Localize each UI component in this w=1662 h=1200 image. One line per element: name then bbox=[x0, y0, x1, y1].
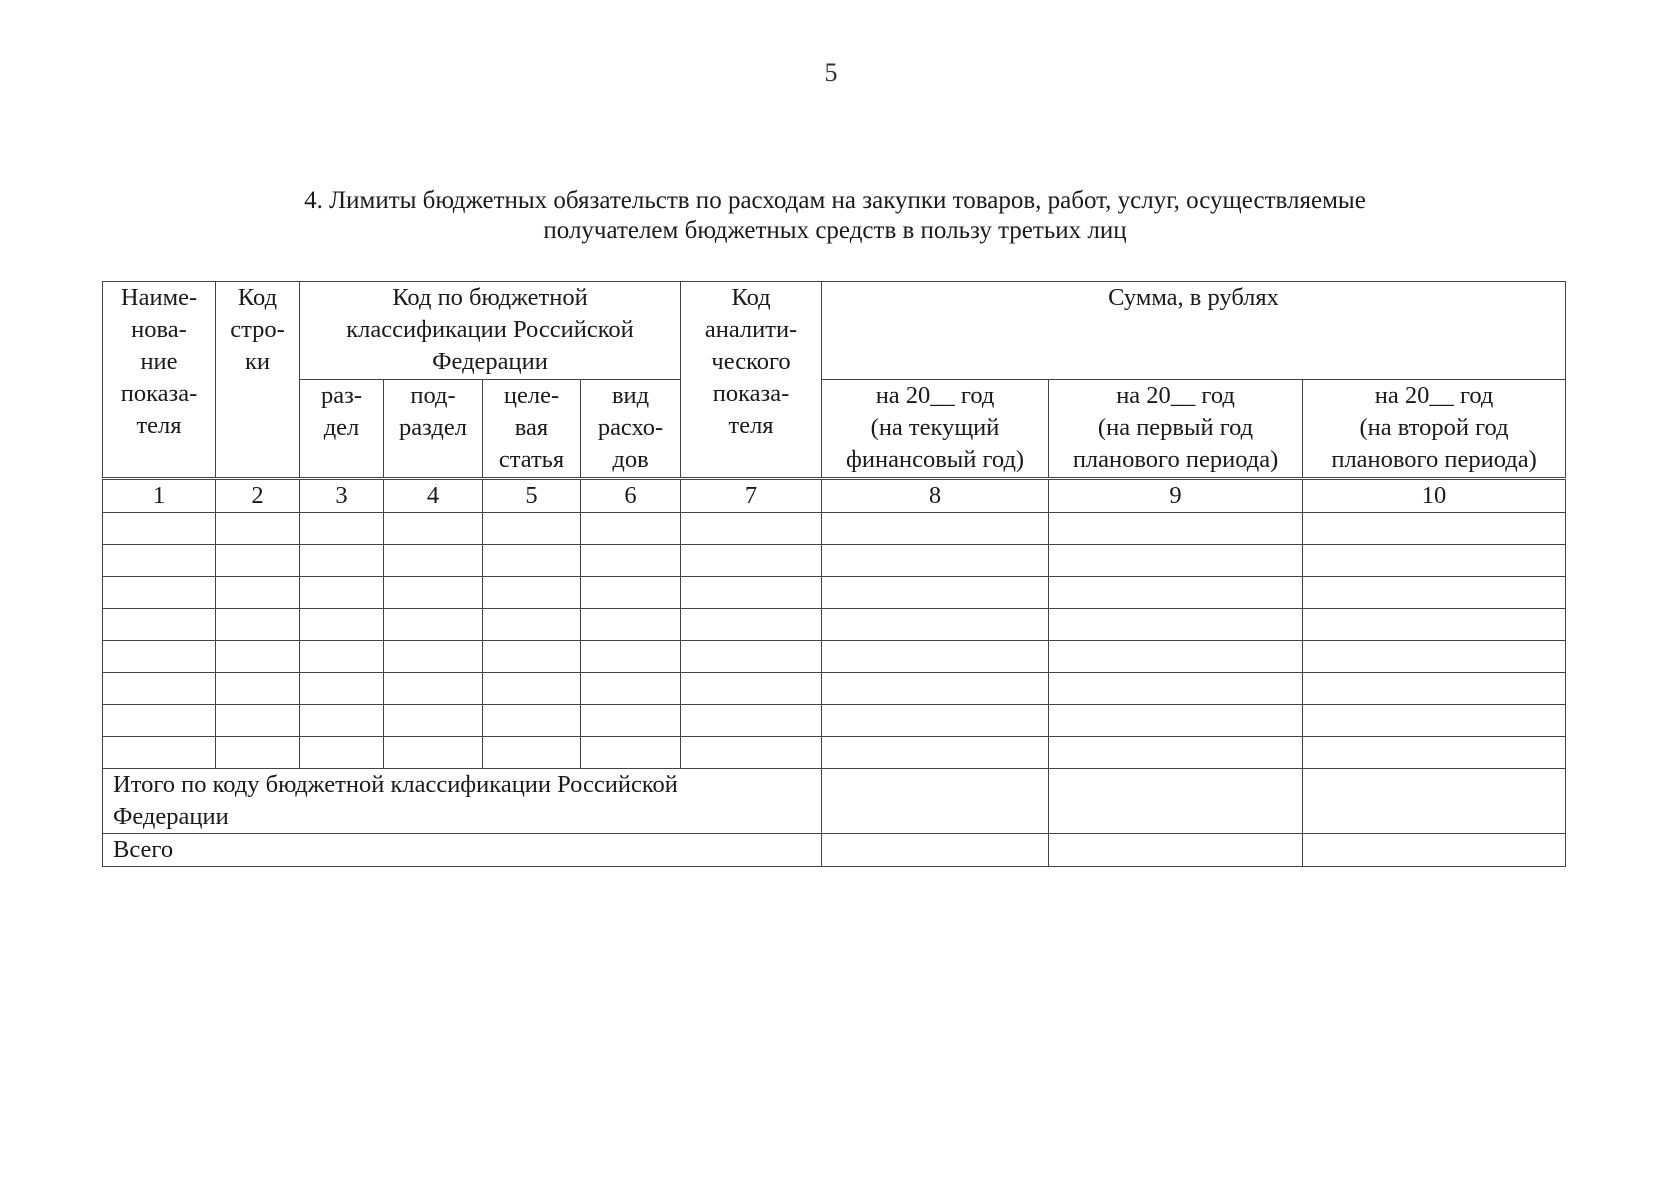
table-cell bbox=[300, 737, 384, 769]
column-number: 2 bbox=[216, 479, 300, 513]
column-number: 8 bbox=[822, 479, 1049, 513]
table-cell bbox=[1049, 609, 1303, 641]
table-cell bbox=[216, 673, 300, 705]
table-cell bbox=[822, 737, 1049, 769]
table-row bbox=[103, 513, 1566, 545]
table-cell bbox=[384, 577, 483, 609]
table-cell bbox=[103, 673, 216, 705]
table-row bbox=[103, 641, 1566, 673]
table-row bbox=[103, 545, 1566, 577]
total-cell bbox=[822, 834, 1049, 867]
table-cell bbox=[1049, 513, 1303, 545]
table-cell bbox=[483, 641, 581, 673]
table-cell bbox=[822, 513, 1049, 545]
table-row bbox=[103, 577, 1566, 609]
table-cell bbox=[681, 577, 822, 609]
table-cell bbox=[822, 577, 1049, 609]
page-number: 5 bbox=[824, 58, 838, 87]
table-cell bbox=[1049, 737, 1303, 769]
header-year-current: на 20__ год (на текущий финансовый год) bbox=[822, 380, 1049, 479]
table-cell bbox=[1049, 705, 1303, 737]
table-cell bbox=[300, 545, 384, 577]
table-cell bbox=[581, 609, 681, 641]
table-cell bbox=[300, 705, 384, 737]
table-cell bbox=[103, 577, 216, 609]
header-podrazdel: под- раздел bbox=[384, 380, 483, 479]
header-row-top bbox=[103, 282, 1566, 380]
table-cell bbox=[384, 513, 483, 545]
table-cell bbox=[103, 609, 216, 641]
header-celevaya-statya: целе- вая статья bbox=[483, 380, 581, 479]
table-cell bbox=[483, 705, 581, 737]
header-line-code: Код стро- ки bbox=[216, 282, 300, 479]
table-cell bbox=[384, 545, 483, 577]
table-cell bbox=[822, 673, 1049, 705]
column-number: 9 bbox=[1049, 479, 1303, 513]
table-cell bbox=[1303, 737, 1566, 769]
table-cell bbox=[300, 673, 384, 705]
table-cell bbox=[822, 705, 1049, 737]
column-number: 1 bbox=[103, 479, 216, 513]
table-cell bbox=[384, 737, 483, 769]
header-row-bottom bbox=[103, 380, 1566, 479]
table-cell bbox=[1049, 545, 1303, 577]
table-cell bbox=[216, 705, 300, 737]
table-cell bbox=[681, 641, 822, 673]
header-budget-classification: Код по бюджетной классификации Российской Федерации bbox=[300, 282, 681, 380]
section-title bbox=[150, 186, 1520, 246]
table-cell bbox=[384, 609, 483, 641]
column-number: 10 bbox=[1303, 479, 1566, 513]
section-title-line-1: 4. Лимиты бюджетных обязательств по расходам на закупки товаров, работ, услуг, осуществляемые bbox=[304, 187, 1366, 214]
table-cell bbox=[103, 705, 216, 737]
table-cell bbox=[103, 545, 216, 577]
table-cell bbox=[681, 673, 822, 705]
subtotal-cell bbox=[1303, 769, 1566, 834]
column-number: 4 bbox=[384, 479, 483, 513]
total-label: Всего bbox=[103, 834, 822, 867]
table-cell bbox=[216, 641, 300, 673]
header-year-plan-first: на 20__ год (на первый год планового периода) bbox=[1049, 380, 1303, 479]
table-row bbox=[103, 705, 1566, 737]
table-cell bbox=[384, 641, 483, 673]
header-year-plan-second: на 20__ год (на второй год планового периода) bbox=[1303, 380, 1566, 479]
table-cell bbox=[822, 641, 1049, 673]
table-row bbox=[103, 673, 1566, 705]
table-cell bbox=[581, 737, 681, 769]
table-cell bbox=[483, 609, 581, 641]
table-cell bbox=[483, 577, 581, 609]
table-cell bbox=[384, 705, 483, 737]
column-number: 5 bbox=[483, 479, 581, 513]
total-row bbox=[103, 834, 1566, 867]
table-cell bbox=[822, 609, 1049, 641]
table-cell bbox=[581, 641, 681, 673]
table-cell bbox=[822, 545, 1049, 577]
column-number: 6 bbox=[581, 479, 681, 513]
table-cell bbox=[1303, 577, 1566, 609]
subtotal-row bbox=[103, 769, 1566, 834]
table-cell bbox=[581, 545, 681, 577]
header-sum-rubles: Сумма, в рублях bbox=[822, 282, 1566, 380]
table-cell bbox=[216, 577, 300, 609]
header-razdel: раз- дел bbox=[300, 380, 384, 479]
table-cell bbox=[581, 673, 681, 705]
table-cell bbox=[681, 609, 822, 641]
table-cell bbox=[1303, 673, 1566, 705]
table-cell bbox=[103, 641, 216, 673]
table-cell bbox=[681, 737, 822, 769]
table-cell bbox=[681, 513, 822, 545]
table-cell bbox=[216, 513, 300, 545]
table-cell bbox=[681, 545, 822, 577]
table-cell bbox=[103, 513, 216, 545]
table-cell bbox=[1303, 609, 1566, 641]
table-cell bbox=[300, 513, 384, 545]
table-cell bbox=[1303, 705, 1566, 737]
subtotal-cell bbox=[1049, 769, 1303, 834]
table-cell bbox=[581, 705, 681, 737]
table-cell bbox=[216, 609, 300, 641]
table-cell bbox=[1303, 513, 1566, 545]
budget-limits-table bbox=[102, 281, 1566, 867]
table-cell bbox=[483, 673, 581, 705]
table-cell bbox=[1303, 641, 1566, 673]
subtotal-cell bbox=[822, 769, 1049, 834]
table-cell bbox=[103, 737, 216, 769]
table-cell bbox=[581, 577, 681, 609]
table-cell bbox=[483, 545, 581, 577]
column-number: 7 bbox=[681, 479, 822, 513]
table-cell bbox=[1049, 641, 1303, 673]
table-cell bbox=[581, 513, 681, 545]
header-indicator-name: Наиме- нова- ние показа- теля bbox=[103, 282, 216, 479]
total-cell bbox=[1049, 834, 1303, 867]
table-cell bbox=[216, 737, 300, 769]
subtotal-label: Итого по коду бюджетной классификации Российской Федерации bbox=[103, 769, 822, 834]
total-cell bbox=[1303, 834, 1566, 867]
header-analytic-code: Код аналити- ческого показа- теля bbox=[681, 282, 822, 479]
section-title-line-2: получателем бюджетных средств в пользу третьих лиц bbox=[543, 217, 1127, 244]
table-cell bbox=[300, 641, 384, 673]
table-cell bbox=[483, 513, 581, 545]
column-numbers-row bbox=[103, 479, 1566, 513]
table-cell bbox=[300, 609, 384, 641]
header-vid-rashodov: вид расхо- дов bbox=[581, 380, 681, 479]
table-row bbox=[103, 737, 1566, 769]
table-cell bbox=[1049, 673, 1303, 705]
column-number: 3 bbox=[300, 479, 384, 513]
table-cell bbox=[384, 673, 483, 705]
table-cell bbox=[1049, 577, 1303, 609]
table-cell bbox=[300, 577, 384, 609]
table-cell bbox=[1303, 545, 1566, 577]
table-cell bbox=[216, 545, 300, 577]
table-cell bbox=[681, 705, 822, 737]
table-row bbox=[103, 609, 1566, 641]
table-cell bbox=[483, 737, 581, 769]
